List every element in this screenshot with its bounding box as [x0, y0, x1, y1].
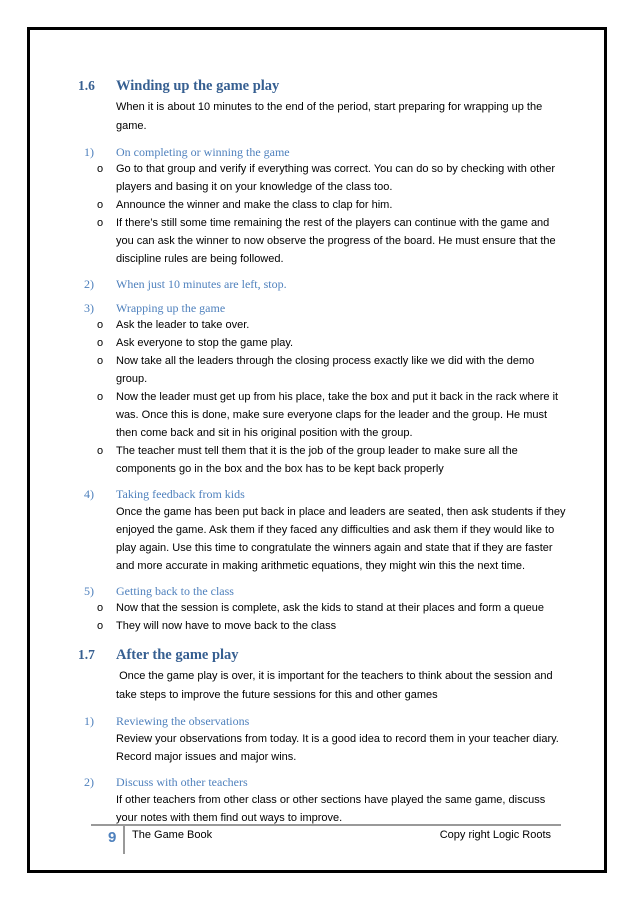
- section-intro: When it is about 10 minutes to the end of the period, start preparing for wrapping up the game.: [116, 101, 543, 132]
- page-content: [78, 76, 568, 827]
- item-number: 3): [84, 301, 94, 315]
- bullet-glyph: o: [97, 199, 104, 211]
- bullet-item: o They will now have to move back to the class: [97, 617, 568, 635]
- item-title: Getting back to the class: [116, 584, 234, 598]
- bullet-item: o Ask the leader to take over.: [97, 316, 568, 334]
- bullet-glyph: o: [97, 217, 104, 229]
- item-title: Discuss with other teachers: [116, 775, 248, 789]
- section-number: 1.7: [78, 647, 95, 662]
- item-title: Taking feedback from kids: [116, 487, 245, 501]
- page-footer: [91, 824, 561, 854]
- bullet-item: o Now take all the leaders through the closing process exactly like we did with the demo group.: [97, 352, 568, 388]
- bullet-glyph: o: [97, 163, 104, 175]
- bullet-item: o The teacher must tell them that it is the job of the group leader to make sure all the components go in the box and the box has to be kept back properly: [97, 442, 568, 478]
- section-intro: Once the game play is over, it is important for the teachers to think about the session and take steps to improve the future sessions for this and other games: [116, 670, 556, 701]
- bullet-glyph: o: [97, 337, 104, 349]
- item-title: When just 10 minutes are left, stop.: [116, 277, 287, 291]
- page-number: 9: [108, 829, 117, 846]
- item-text: Once the game has been put back in place and leaders are seated, then ask students if they enjoyed the game. Ask them if they faced any difficulties and ask them if they would like to play again. Use this time to congratulate the winners again and state that if they are faster and more accurate in making arithmetic equations, they might win this the next time.: [116, 506, 566, 572]
- item-number: 4): [84, 487, 94, 501]
- list-item: [78, 714, 568, 766]
- section-number: 1.6: [78, 78, 95, 93]
- bullet-item: o Now that the session is complete, ask the kids to stand at their places and form a queue: [97, 599, 568, 617]
- footer-book-title: The Game Book: [132, 829, 213, 841]
- bullet-item: o Announce the winner and make the class to clap for him.: [97, 196, 568, 214]
- item-title: Reviewing the observations: [116, 714, 250, 728]
- section-title: Winding up the game play: [116, 78, 280, 94]
- list-item: [78, 775, 568, 827]
- item-number: 1): [84, 145, 94, 159]
- bullet-item: o Go to that group and verify if everything was correct. You can do so by checking with other players and basing it on your knowledge of the class too.: [97, 160, 568, 196]
- bullet-glyph: o: [97, 445, 104, 457]
- bullet-glyph: o: [97, 602, 104, 614]
- bullet-glyph: o: [97, 620, 104, 632]
- bullet-glyph: o: [97, 319, 104, 331]
- item-text: If other teachers from other class or other sections have played the same game, discuss your notes with them find out ways to improve.: [116, 794, 546, 824]
- bullet-item: o If there’s still some time remaining the rest of the players can continue with the game and you can ask the winner to now observe the progress of the board. He must ensure that the discipline rules are being followed.: [97, 214, 568, 268]
- section-title: After the game play: [116, 647, 239, 663]
- footer-copyright: Copy right Logic Roots: [439, 829, 551, 841]
- list-item: [78, 277, 568, 292]
- bullet-glyph: o: [97, 355, 104, 367]
- list-item: [78, 584, 568, 635]
- item-number: 2): [84, 775, 94, 789]
- bullet-item: o Now the leader must get up from his place, take the box and put it back in the rack where it was. Once this is done, make sure everyone claps for the leader and the group. He must then come back and sit in his original position with the group.: [97, 388, 568, 442]
- section-1-6: [78, 78, 568, 635]
- bullet-glyph: o: [97, 391, 104, 403]
- list-item: [78, 301, 568, 478]
- item-number: 1): [84, 714, 94, 728]
- list-item: [78, 145, 568, 268]
- footer-divider: [123, 826, 125, 854]
- item-title: Wrapping up the game: [116, 301, 226, 315]
- bullet-item: o Ask everyone to stop the game play.: [97, 334, 568, 352]
- item-number: 5): [84, 584, 94, 598]
- item-text: Review your observations from today. It is a good idea to record them in your teacher diary. Record major issues and major wins.: [116, 733, 559, 763]
- section-1-7: [78, 647, 568, 827]
- list-item: [78, 487, 568, 575]
- item-title: On completing or winning the game: [116, 145, 290, 159]
- item-number: 2): [84, 277, 94, 291]
